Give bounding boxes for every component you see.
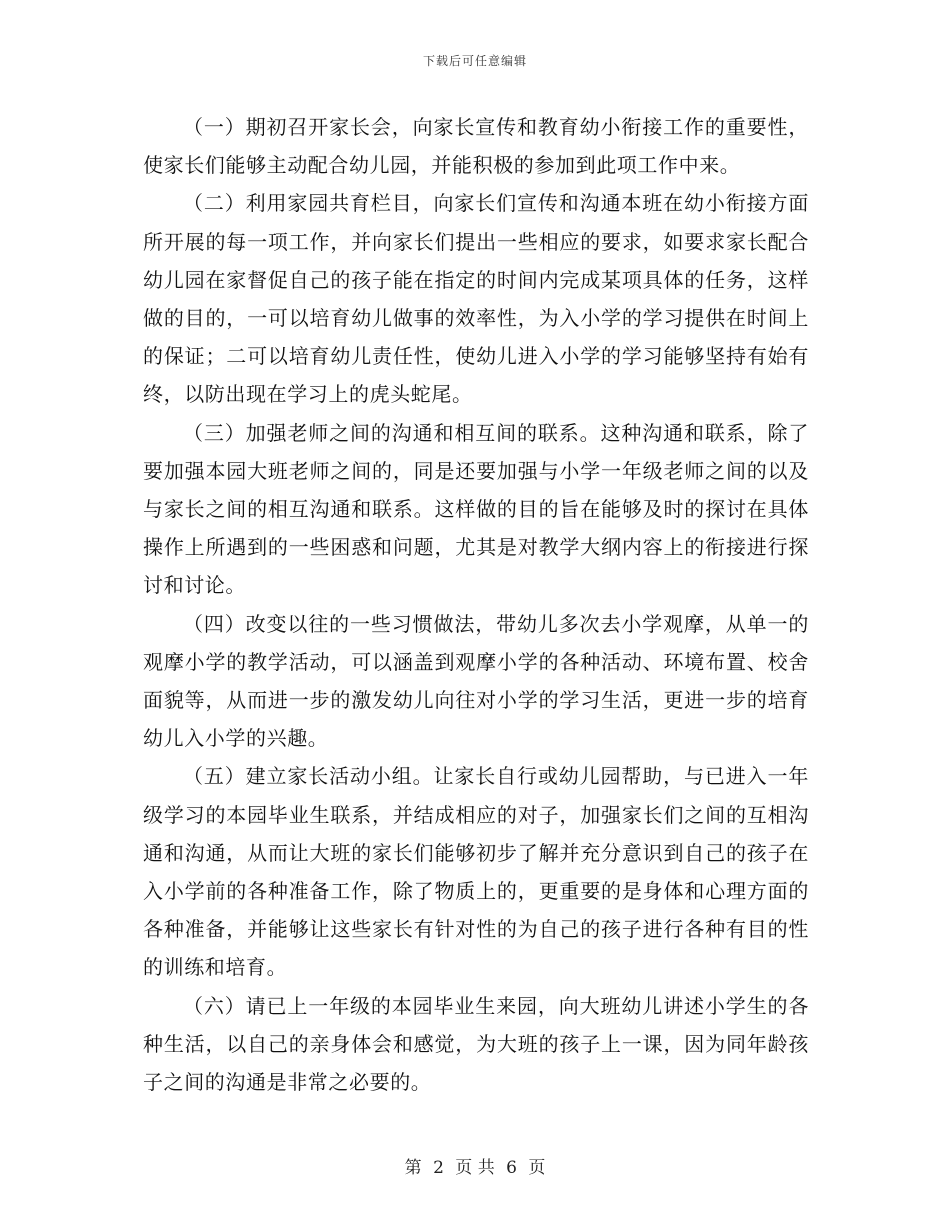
paragraph-2: （二）利用家园共育栏目，向家长们宣传和沟通本班在幼小衔接方面所开展的每一项工作，并向家长们提出一些相应的要求，如要求家长配合幼儿园在家督促自己的孩子能在指定的时间内完成某项具体的任务，这样做的目的，一可以培育幼儿做事的效率性，为入小学的学习提供在时间上的保证；二可以培育幼儿责任性，使幼儿进入小学的学习能够坚持有始有终，以防出现在学习上的虎头蛇尾。 <box>143 191 809 407</box>
total-page-count: 6 <box>506 1158 517 1178</box>
paragraph-1: （一）期初召开家长会，向家长宣传和教育幼小衔接工作的重要性，使家长们能够主动配合幼儿园，并能积极的参加到此项工作中来。 <box>143 115 809 178</box>
paragraph-3: （三）加强老师之间的沟通和相互间的联系。这种沟通和联系，除了要加强本园大班老师之间的，同是还要加强与小学一年级老师之间的以及与家长之间的相互沟通和联系。这样做的目的旨在能够及时的探讨在具体操作上所遇到的一些困惑和问题，尤其是对教学大纲内容上的衔接进行探讨和讨论。 <box>143 420 809 598</box>
footer-suffix: 页 <box>528 1158 546 1178</box>
page-footer <box>0 1153 950 1178</box>
document-body <box>143 108 809 1101</box>
footer-prefix: 第 <box>404 1158 422 1178</box>
page-header-note: 下载后可任意编辑 <box>422 54 527 68</box>
paragraph-6: （六）请已上一年级的本园毕业生来园，向大班幼儿讲述小学生的各种生活，以自己的亲身体会和感觉，为大班的孩子上一课，因为同年龄孩子之间的沟通是非常之必要的。 <box>143 993 809 1095</box>
paragraph-5: （五）建立家长活动小组。让家长自行或幼儿园帮助，与已进入一年级学习的本园毕业生联系，并结成相应的对子，加强家长们之间的互相沟通和沟通，从而让大班的家长们能够初步了解并充分意识到自己的孩子在入小学前的各种准备工作，除了物质上的，更重要的是身体和心理方面的各种准备，并能够让这些家长有针对性的为自己的孩子进行各种有目的性的训练和培育。 <box>143 764 809 980</box>
paragraph-4: （四）改变以往的一些习惯做法，带幼儿多次去小学观摩，从单一的观摩小学的教学活动，可以涵盖到观摩小学的各种活动、环境布置、校舍面貌等，从而进一步的激发幼儿向往对小学的学习生活，更进一步的培育幼儿入小学的兴趣。 <box>143 611 809 751</box>
footer-middle: 页 共 <box>455 1158 495 1178</box>
current-page-number: 2 <box>433 1158 444 1178</box>
